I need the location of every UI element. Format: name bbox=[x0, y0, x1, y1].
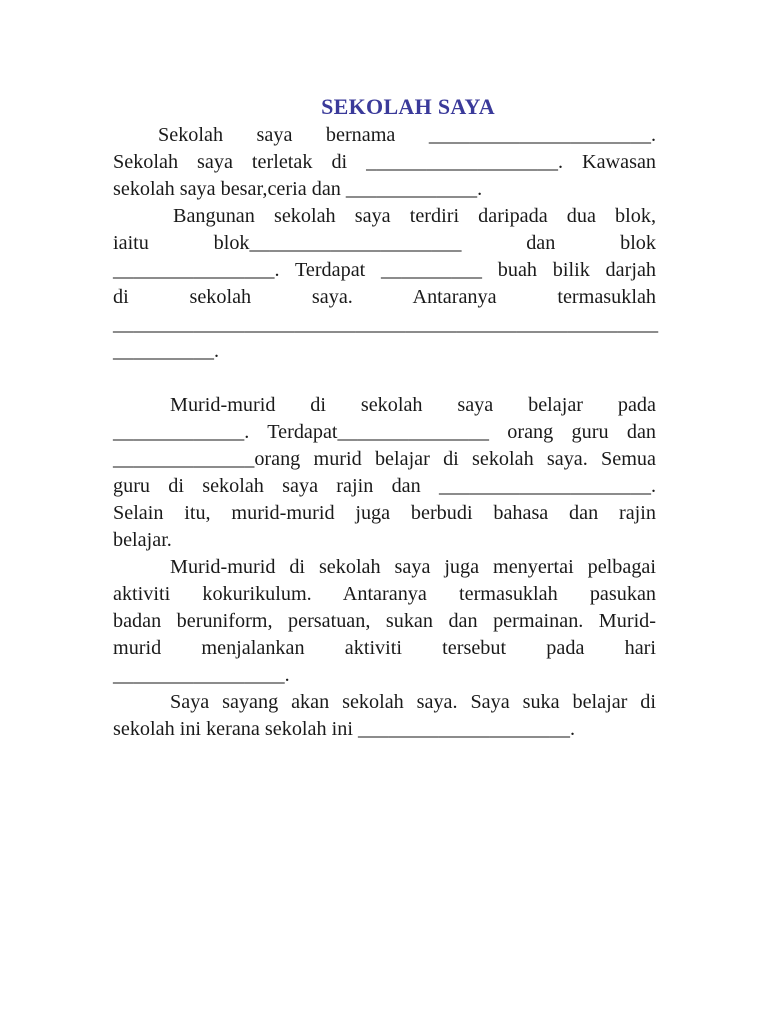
paragraph-line: ________________. Terdapat __________ buah bilik darjah bbox=[113, 259, 656, 281]
page-title: SEKOLAH SAYA bbox=[321, 94, 495, 119]
paragraph-5 bbox=[113, 689, 656, 743]
paragraph-line: badan beruniform, persatuan, sukan dan permainan. Murid- bbox=[113, 610, 656, 632]
paragraph-line: __________. bbox=[113, 340, 219, 362]
paragraph-line: Sekolah saya bernama ______________________. bbox=[158, 124, 656, 146]
paragraph-line: Murid-murid di sekolah saya juga menyertai pelbagai bbox=[170, 556, 656, 578]
paragraph-line: _________________. bbox=[113, 664, 290, 686]
paragraph-1 bbox=[113, 122, 656, 203]
paragraph-3 bbox=[113, 392, 656, 554]
paragraph-line: guru di sekolah saya rajin dan _____________________. bbox=[113, 475, 656, 497]
paragraph-line: Murid-murid di sekolah saya belajar pada bbox=[170, 394, 656, 416]
paragraph-4 bbox=[113, 554, 656, 689]
paragraph-line: sekolah ini kerana sekolah ini _____________________. bbox=[113, 718, 575, 740]
paragraph-line: iaitu blok_____________________ dan blok bbox=[113, 232, 656, 254]
paragraph-line: Selain itu, murid-murid juga berbudi bahasa dan rajin bbox=[113, 502, 656, 524]
paragraph-line: sekolah saya besar,ceria dan _____________. bbox=[113, 178, 483, 200]
paragraph-line: ______________orang murid belajar di sekolah saya. Semua bbox=[113, 448, 656, 470]
paragraph-line: Bangunan sekolah saya terdiri daripada dua blok, bbox=[173, 205, 656, 227]
essay-body bbox=[113, 122, 659, 743]
paragraph-spacer bbox=[113, 365, 656, 392]
paragraph-2 bbox=[113, 203, 659, 365]
paragraph-line: murid menjalankan aktiviti tersebut pada hari bbox=[113, 637, 656, 659]
paragraph-line: Saya sayang akan sekolah saya. Saya suka belajar di bbox=[170, 691, 656, 713]
paragraph-line: Sekolah saya terletak di ___________________. Kawasan bbox=[113, 151, 656, 173]
paragraph-line: di sekolah saya. Antaranya termasuklah bbox=[113, 286, 656, 308]
paragraph-line: belajar. bbox=[113, 529, 172, 551]
paragraph-line: ______________________________________________________ bbox=[113, 313, 659, 335]
paragraph-line: aktiviti kokurikulum. Antaranya termasuklah pasukan bbox=[113, 583, 656, 605]
paragraph-line: _____________. Terdapat_______________ orang guru dan bbox=[113, 421, 656, 443]
